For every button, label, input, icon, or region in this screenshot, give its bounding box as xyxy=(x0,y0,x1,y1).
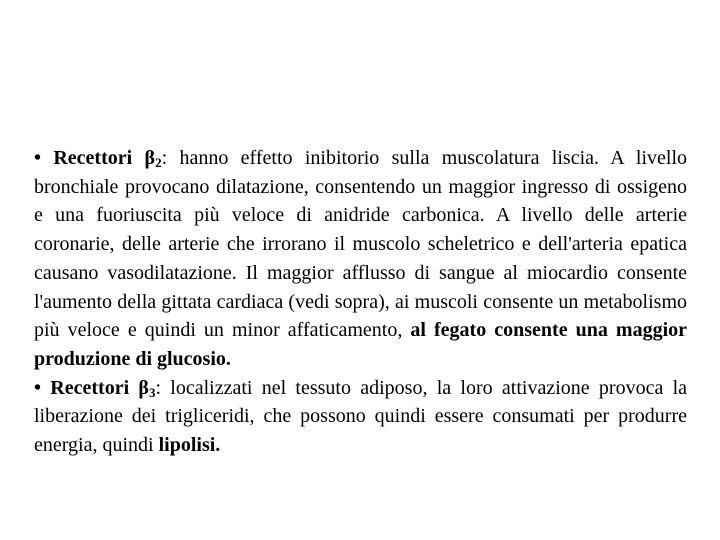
paragraph-text: : hanno effetto inibitorio sulla muscolatura liscia. A livello bronchiale provocano dilatazione, consentendo un maggior ingresso di ossigeno e una fuoriuscita più veloce di anidride carbonica. A livello delle arterie coronarie, delle arterie che irrorano il muscolo scheletrico e dell'arteria epatica causano vasodilatazione. Il maggior afflusso di sangue al miocardio consente l'aumento della gittata cardiaca (vedi sopra), ai muscoli consente un metabolismo più veloce e quindi un minor affaticamento, xyxy=(34,147,688,342)
receptor-label: Recettori xyxy=(53,147,145,169)
paragraph-beta3-receptors xyxy=(34,374,687,460)
bullet: • xyxy=(34,376,42,399)
receptor-subscript: 2 xyxy=(155,155,162,170)
beta-symbol: β xyxy=(144,147,156,169)
paragraph-text: : localizzati nel tessuto adiposo, la loro attivazione provoca la liberazione dei trigliceridi, che possono quindi essere consumati per produrre energia, quindi xyxy=(34,376,688,457)
receptor-subscript: 3 xyxy=(148,384,156,400)
bold-conclusion: lipolisi. xyxy=(158,434,221,457)
bold-conclusion: al fegato consente una maggior produzione di glucosio. xyxy=(34,319,688,370)
paragraph-beta2-receptors xyxy=(34,144,687,374)
body-text xyxy=(34,144,687,460)
bullet: • xyxy=(34,147,42,169)
beta-symbol: β xyxy=(138,376,149,399)
receptor-label: Recettori xyxy=(50,376,139,399)
